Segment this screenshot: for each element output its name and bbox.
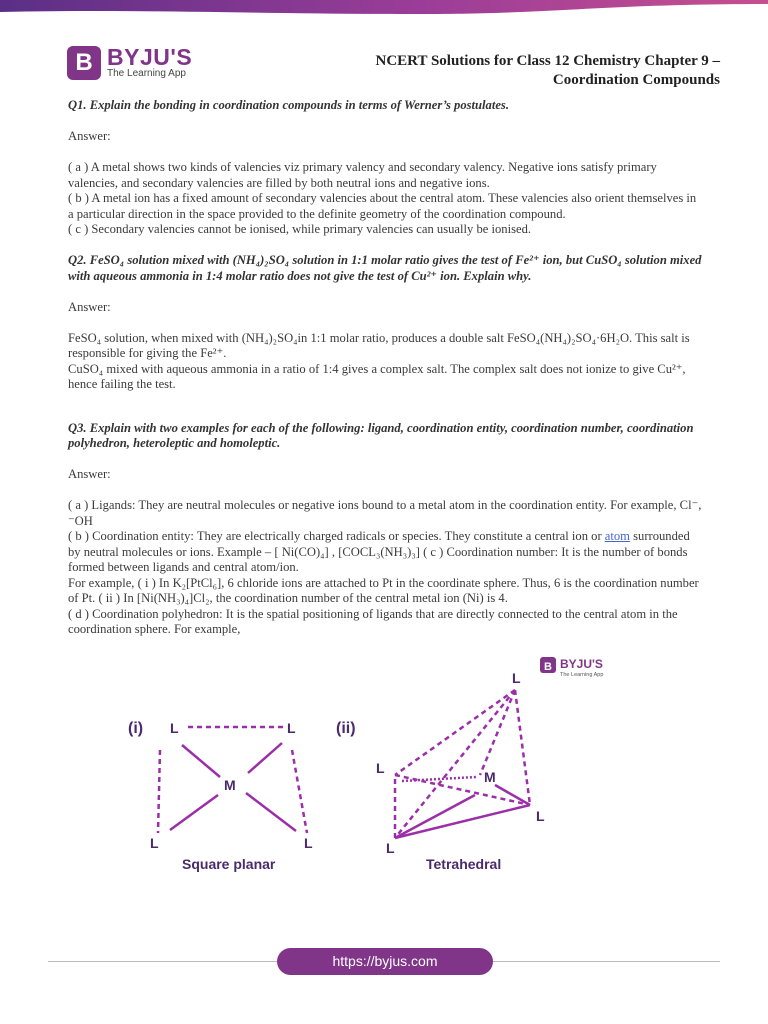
label-i: (i) xyxy=(128,720,144,737)
page-header xyxy=(375,52,720,90)
footer-line-left xyxy=(48,961,277,962)
caption-tetrahedral: Tetrahedral xyxy=(426,856,502,872)
td-ligand-left: L xyxy=(376,760,385,776)
label-ii: (ii) xyxy=(336,720,356,737)
q1-answer-a: ( a ) A metal shows two kinds of valencies viz primary valency and secondary valency. Negative ions satisfy primary valencies, and secondary valencies are filled by both neutral ions and negative ions. xyxy=(68,160,657,190)
q3-coordination-example: For example, ( i ) In K₂[PtCl₆], 6 chloride ions are attached to Pt in the coordinate sphere. Thus, 6 is the coordination number of Pt. ( ii ) In [Ni(NH₃)₄]Cl₂, the coordination number of the central metal ion (Ni) is 4. xyxy=(68,575,699,605)
td-ligand-top: L xyxy=(512,670,521,686)
logo-mark-icon: B xyxy=(67,46,101,80)
atom-link[interactable]: atom xyxy=(604,529,630,543)
td-ligand-bottom: L xyxy=(386,840,395,856)
footer-line-right xyxy=(493,961,720,962)
diagram-logo-title: BYJU'S xyxy=(560,657,603,671)
logo-subtitle: The Learning App xyxy=(107,68,186,79)
td-ligand-right: L xyxy=(536,808,545,824)
sq-ligand-bl: L xyxy=(150,835,159,851)
sq-metal: M xyxy=(224,777,236,793)
byjus-logo xyxy=(67,46,192,80)
q1-answer-c: ( c ) Secondary valencies cannot be ionised, while primary valencies can usually be ionised. xyxy=(68,222,532,236)
question-2: Q2. FeSO₄ solution mixed with (NH₄)₂SO₄ solution in 1:1 molar ratio gives the test of Fe²⁺ ion, but CuSO₄ solution mixed with aqueous ammonia in 1:4 molar ratio does not give the test of Cu²⁺ ion. Explain why. xyxy=(68,253,702,283)
q1-answer-label: Answer: xyxy=(68,129,111,143)
q2-answer-p1: FeSO₄ solution, when mixed with (NH₄)₂SO₄in 1:1 molar ratio, produces a double salt FeSO₄(NH₄)₂SO₄·6H₂O. This salt is responsible for giving the Fe²⁺. xyxy=(68,330,690,360)
sq-ligand-br: L xyxy=(304,835,313,851)
diagram-logo-subtitle: The Learning App xyxy=(560,672,604,678)
question-3: Q3. Explain with two examples for each of the following: ligand, coordination entity, coordination number, coordination polyhedron, heteroleptic and homoleptic. xyxy=(68,420,694,450)
td-metal: M xyxy=(484,769,496,785)
q3-answer-b xyxy=(68,529,702,576)
q2-answer-p2: CuSO₄ mixed with aqueous ammonia in a ratio of 1:4 gives a complex salt. The complex salt does not ionize to give Cu²⁺, hence failing the test. xyxy=(68,361,686,391)
top-decorative-bar xyxy=(0,0,768,16)
q3-answer-b-pre: ( b ) Coordination entity: They are electrically charged radicals or species. They constitute a central ion or xyxy=(68,529,605,543)
q1-answer-b: ( b ) A metal ion has a fixed amount of secondary valencies about the central atom. These valencies also orient themselves in a particular direction in the space provided to the definite geometry of the coordination compound. xyxy=(68,191,697,221)
logo-title: BYJU'S xyxy=(107,44,193,70)
document-body xyxy=(68,98,702,638)
diagram-logo-letter: B xyxy=(544,661,552,673)
q3-answer-b-post: surrounded by neutral molecules or ions. Example – [ Ni(CO)₄] , [COCL₃(NH₃)₃] ( c ) Coordination number: It is the number of bonds formed between ligands and central atom/ion. xyxy=(68,529,690,574)
sq-ligand-tr: L xyxy=(287,720,296,736)
sq-ligand-tl: L xyxy=(170,720,179,736)
q3-answer-a: ( a ) Ligands: They are neutral molecules or negative ions bound to a metal atom in the coordination entity. For example, Cl⁻, ⁻OH xyxy=(68,498,702,528)
header-line-1: NCERT Solutions for Class 12 Chemistry Chapter 9 – xyxy=(375,53,720,69)
q3-answer-label: Answer: xyxy=(68,467,111,481)
q2-answer-label: Answer: xyxy=(68,299,111,314)
header-line-2: Coordination Compounds xyxy=(552,72,720,88)
coordination-polyhedra-diagram xyxy=(120,655,620,880)
q3-answer-d: ( d ) Coordination polyhedron: It is the spatial positioning of ligands that are directly connected to the central atom in the coordination sphere. For example, xyxy=(68,606,678,636)
question-1: Q1. Explain the bonding in coordination compounds in terms of Werner’s postulates. xyxy=(68,98,509,112)
footer-url[interactable]: https://byjus.com xyxy=(277,948,493,975)
caption-square-planar: Square planar xyxy=(182,856,276,872)
